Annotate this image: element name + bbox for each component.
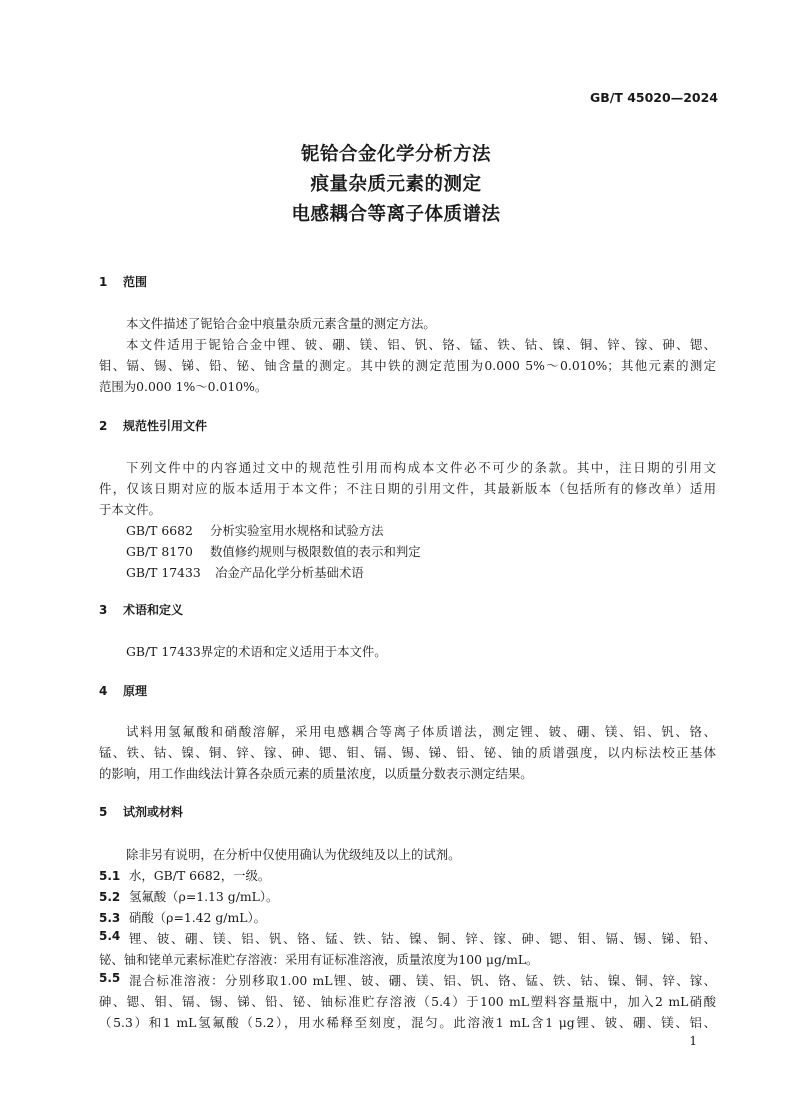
reference-title: 冶金产品化学分析基础术语 [215,565,364,580]
clause-number: 5.5 [99,971,121,985]
title-line-1: 铌铪合金化学分析方法 [300,144,491,165]
paragraph-line: 于本文件。 [99,502,161,517]
paragraph-line: （5.3）和1 mL氢氟酸（5.2），用水稀释至刻度，混匀。此溶液1 mL含1 μg锂、铍、硼、镁、铝、 [99,1015,716,1030]
paragraph-line: 下列文件中的内容通过文中的规范性引用而构成本文件必不可少的条款。其中，注日期的引用文 [126,460,716,475]
clause-number: 5.3 [99,911,121,925]
clause-text: 混合标准溶液：分别移取1.00 mL锂、铍、硼、镁、铝、钒、铬、锰、铁、钴、镍、铜、锌、镓、 [129,973,716,988]
reference-title: 分析实验室用水规格和试验方法 [210,523,384,538]
clause-number: 5.1 [99,869,121,883]
section-number: 2 [99,419,108,433]
section-number: 4 [99,684,108,698]
normative-reference [126,563,364,581]
section-2-heading [99,417,207,434]
paragraph-line: 本文件适用于铌铪合金中锂、铍、硼、镁、铝、钒、铬、锰、铁、钴、镍、铜、锌、镓、砷、锶、 [126,337,716,352]
title-line-3: 电感耦合等离子体质谱法 [291,204,501,225]
section-title: 术语和定义 [123,603,184,617]
section-3-heading [99,601,183,618]
clause-5-2 [99,887,278,905]
section-1-heading [99,273,147,290]
clause-text: 硝酸（ρ=1.42 g/mL）。 [129,910,267,925]
paragraph-line: 试料用氢氟酸和硝酸溶解，采用电感耦合等离子体质谱法，测定锂、铍、硼、镁、铝、钒、铬、 [126,724,716,739]
section-number: 3 [99,603,108,617]
clause-number: 5.4 [99,929,121,943]
reference-code: GB/T 6682 [126,523,193,538]
paragraph-line: 钼、镉、锡、锑、铅、铋、铀含量的测定。其中铁的测定范围为0.000 5%～0.010%；其他元素的测定 [99,358,716,373]
clause-text: 水，GB/T 6682，一级。 [129,868,271,883]
paragraph-line: 砷、锶、钼、镉、锡、锑、铅、铋、铀标准贮存溶液（5.4）于100 mL塑料容量瓶中，加入2 mL硝酸 [99,994,716,1009]
section-title: 范围 [123,275,148,289]
section-number: 5 [99,805,108,819]
paragraph-line: 件，仅该日期对应的版本适用于本文件；不注日期的引用文件，其最新版本（包括所有的修改单）适用 [99,481,716,496]
clause-5-4 [99,929,716,947]
clause-5-3 [99,908,266,926]
section-title: 试剂或材料 [123,805,184,819]
clause-5-5 [99,971,716,989]
paragraph-line: 本文件描述了铌铪合金中痕量杂质元素含量的测定方法。 [126,316,436,331]
section-title: 规范性引用文件 [123,419,208,433]
reference-code: GB/T 8170 [126,544,193,559]
title-line-2: 痕量杂质元素的测定 [310,174,482,195]
clause-number: 5.2 [99,890,121,904]
paragraph-line: 铋、铀和铑单元素标准贮存溶液：采用有证标准溶液，质量浓度为100 μg/mL。 [99,952,539,967]
section-5-heading [99,803,183,820]
section-4-heading [99,682,147,699]
normative-reference [126,542,421,560]
page-number: 1 [689,1034,697,1048]
paragraph-line: 范围为0.000 1%～0.010%。 [99,379,268,394]
section-number: 1 [99,275,108,289]
clause-text: 氢氟酸（ρ=1.13 g/mL）。 [129,889,279,904]
clause-5-1 [99,866,270,884]
paragraph-line: 锰、铁、钴、镍、铜、锌、镓、砷、锶、钼、镉、锡、锑、铅、铋、铀的质谱强度，以内标法校正基体 [99,745,716,760]
paragraph-line: GB/T 17433界定的术语和定义适用于本文件。 [126,644,387,659]
section-title: 原理 [123,684,148,698]
reference-code: GB/T 17433 [126,565,201,580]
standard-number: GB/T 45020—2024 [589,90,718,105]
paragraph-line: 除非另有说明，在分析中仅使用确认为优级纯及以上的试剂。 [126,847,461,862]
paragraph-line: 的影响，用工作曲线法计算各杂质元素的质量浓度，以质量分数表示测定结果。 [99,766,533,781]
reference-title: 数值修约规则与极限数值的表示和判定 [210,544,421,559]
normative-reference [126,521,383,539]
clause-text: 锂、铍、硼、镁、铝、钒、铬、锰、铁、钴、镍、铜、锌、镓、砷、锶、钼、镉、锡、锑、铅、 [129,931,716,946]
